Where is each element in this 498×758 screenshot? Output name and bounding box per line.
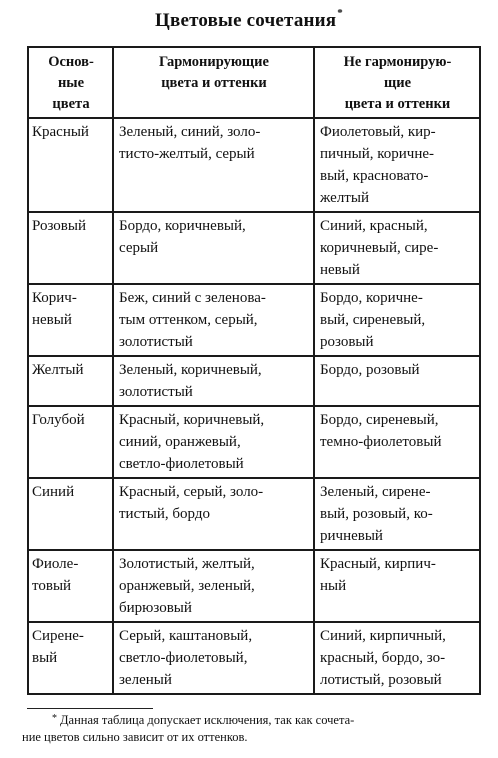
- title-text: Цветовые сочетания: [155, 10, 337, 31]
- non-harmonious-cell: Бордо, розовый: [314, 356, 480, 406]
- base-color-cell: Сирене- вый: [28, 622, 113, 694]
- base-color-cell: Розовый: [28, 212, 113, 284]
- table-row: [28, 622, 480, 694]
- header-non-harmonious: Не гармонирую- щие цвета и оттенки: [314, 47, 480, 118]
- harmonious-cell: Беж, синий с зеленова- тым оттенком, серый, золотистый: [113, 284, 314, 356]
- non-harmonious-cell: Бордо, сиреневый, темно-фиолетовый: [314, 406, 480, 478]
- table-row: [28, 212, 480, 284]
- non-harmonious-cell: Красный, кирпич- ный: [314, 550, 480, 622]
- header-base-colors: Основ- ные цвета: [28, 47, 113, 118]
- base-color-cell: Корич- невый: [28, 284, 113, 356]
- harmonious-cell: Зеленый, коричневый, золотистый: [113, 356, 314, 406]
- table-row: [28, 478, 480, 550]
- base-color-cell: Голубой: [28, 406, 113, 478]
- footnote-divider: [27, 708, 153, 709]
- non-harmonious-cell: Фиолетовый, кир- пичный, коричне- вый, красновато- желтый: [314, 118, 480, 212]
- base-color-cell: Синий: [28, 478, 113, 550]
- footnote-mark: *: [52, 713, 57, 724]
- page-title: [0, 7, 498, 32]
- title-footnote-mark: *: [337, 7, 343, 19]
- table-header-row: [28, 47, 480, 118]
- harmonious-cell: Бордо, коричневый, серый: [113, 212, 314, 284]
- footnote: [22, 712, 482, 746]
- harmonious-cell: Красный, серый, золо- тистый, бордо: [113, 478, 314, 550]
- base-color-cell: Фиоле- товый: [28, 550, 113, 622]
- harmonious-cell: Красный, коричневый, синий, оранжевый, светло-фиолетовый: [113, 406, 314, 478]
- table-row: [28, 406, 480, 478]
- base-color-cell: Красный: [28, 118, 113, 212]
- non-harmonious-cell: Зеленый, сирене- вый, розовый, ко- ричневый: [314, 478, 480, 550]
- table-row: [28, 118, 480, 212]
- footnote-text: Данная таблица допускает исключения, так как сочета- ние цветов сильно зависит от их оттенков.: [22, 713, 355, 744]
- color-combinations-table: [27, 46, 481, 695]
- table-row: [28, 550, 480, 622]
- table-row: [28, 356, 480, 406]
- non-harmonious-cell: Синий, красный, коричневый, сире- невый: [314, 212, 480, 284]
- header-harmonious: Гармонирующие цвета и оттенки: [113, 47, 314, 118]
- harmonious-cell: Серый, каштановый, светло-фиолетовый, зеленый: [113, 622, 314, 694]
- non-harmonious-cell: Синий, кирпичный, красный, бордо, зо- лотистый, розовый: [314, 622, 480, 694]
- harmonious-cell: Зеленый, синий, золо- тисто-желтый, серый: [113, 118, 314, 212]
- table-row: [28, 284, 480, 356]
- harmonious-cell: Золотистый, желтый, оранжевый, зеленый, бирюзовый: [113, 550, 314, 622]
- non-harmonious-cell: Бордо, коричне- вый, сиреневый, розовый: [314, 284, 480, 356]
- base-color-cell: Желтый: [28, 356, 113, 406]
